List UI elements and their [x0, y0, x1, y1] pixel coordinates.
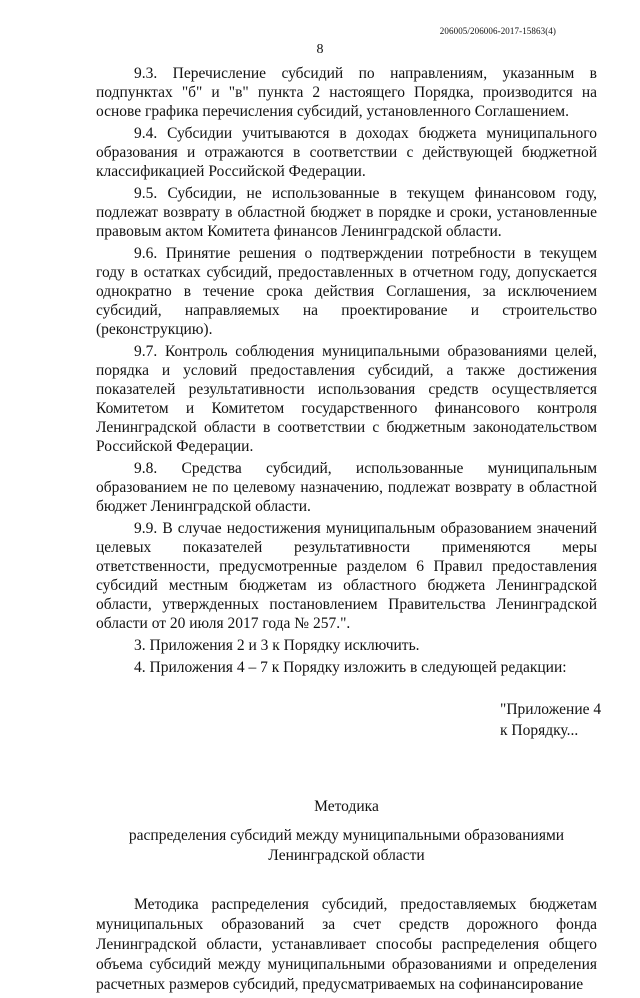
methodology-subtitle-line-1: распределения субсидий между муниципальными образованиями [128, 827, 565, 844]
appendix-reference [96, 699, 602, 741]
methodology-intro-paragraph: Методика распределения субсидий, предоставляемых бюджетам муниципальных образований за счет средств дорожного фонда Ленинградской области, устанавливает способы распределения общего объема субсидий между муниципальными образованиями и определения расчетных размеров субсидий, предусматриваемых на софинансирование [96, 896, 597, 993]
methodology-title-block [96, 797, 597, 866]
page-number: 8 [316, 42, 324, 57]
paragraph-item-4: 4. Приложения 4 – 7 к Порядку изложить в следующей редакции: [134, 659, 567, 676]
paragraph-9-8: 9.8. Средства субсидий, использованные муниципальным образованием не по целевому назначению, подлежат возврату в областной бюджет Ленинградской области. [96, 460, 597, 515]
paragraph-9-4: 9.4. Субсидии учитываются в доходах бюджета муниципального образования и отражаются в соответствии с действующей бюджетной классификацией Российской Федерации. [96, 125, 597, 180]
paragraph-9-5: 9.5. Субсидии, не использованные в текущем финансовом году, подлежат возврату в областной бюджет в порядке и сроки, установленные правовым актом Комитета финансов Ленинградской области. [96, 185, 597, 240]
methodology-title: Методика [314, 798, 379, 815]
paragraph-9-9: 9.9. В случае недостижения муниципальным образованием значений целевых показателей результативности применяются меры ответственности, предусмотренные разделом 6 Правил предоставления субсидий местным бюджетам из областного бюджета Ленинградской области, утвержденных постановлением Правительства Ленинградской области от 20 июля 2017 года № 257.". [96, 520, 597, 632]
document-number: 206005/206006-2017-15863(4) [439, 26, 556, 36]
paragraph-9-7: 9.7. Контроль соблюдения муниципальными образованиями целей, порядка и условий предоставления субсидий, а также достижения показателей результативности использования средств осуществляется Комитетом и Комитетом государственного финансового контроля Ленинградской области в соответствии с бюджетным законодательством Российской Федерации. [96, 343, 597, 455]
appendix-line-2: к Порядку... [500, 722, 579, 739]
methodology-subtitle-line-2: Ленинградской области [268, 847, 425, 864]
paragraph-9-3: 9.3. Перечисление субсидий по направлениям, указанным в подпунктах "б" и "в" пункта 2 настоящего Порядка, производится на основе графика перечисления субсидий, установленного Соглашением. [96, 65, 597, 120]
appendix-line-1: "Приложение 4 [500, 701, 602, 718]
paragraph-item-3: 3. Приложения 2 и 3 к Порядку исключить. [134, 637, 420, 654]
document-body [96, 64, 602, 998]
paragraph-9-6: 9.6. Принятие решения о подтверждении потребности в текущем году в остатках субсидий, предоставленных в отчетном году, допускается однократно в течение срока действия Соглашения, за исключением субсидий, направляемых на проектирование и строительство (реконструкцию). [96, 245, 597, 338]
